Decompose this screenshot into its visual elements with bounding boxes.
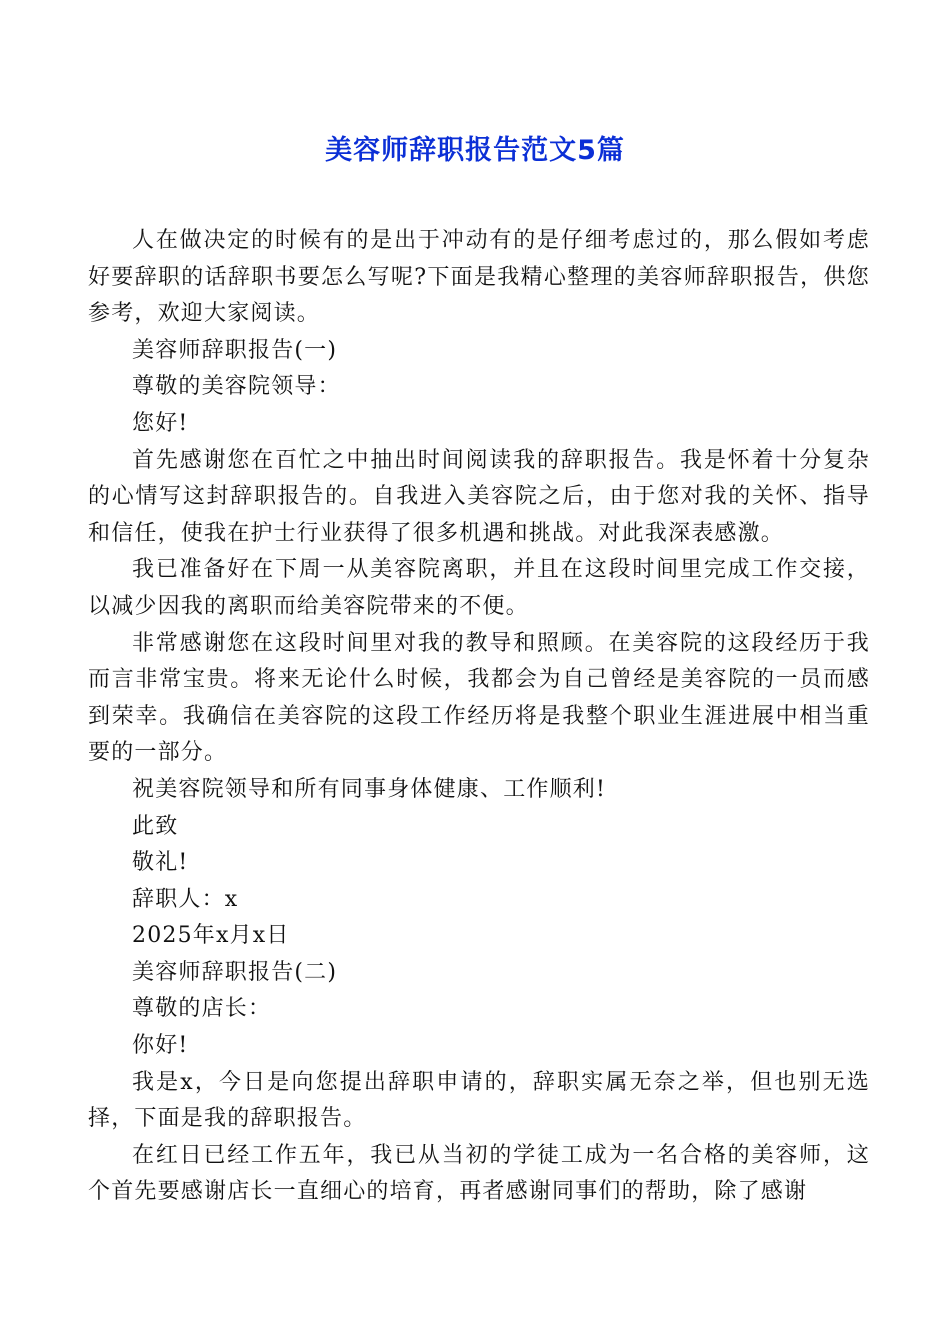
greeting: 你好! — [132, 1033, 189, 1059]
body-paragraph: 非常感谢您在这段时间里对我的教导和照顾。在美容院的这段经历于我而言非常宝贵。将来无论什么时候，我都会为自己曾经是美容院的一员而感到荣幸。我确信在美容院的这段工作经历将是我整个职业生涯进展中相当重要的一部分。 — [88, 630, 870, 766]
document-title: 美容师辞职报告范文5篇 — [325, 135, 625, 166]
greeting: 您好! — [132, 410, 189, 436]
body-paragraph: 我已准备好在下周一从美容院离职，并且在这段时间里完成工作交接，以减少因我的离职而给美容院带来的不便。 — [88, 557, 870, 619]
body-paragraph: 首先感谢您在百忙之中抽出时间阅读我的辞职报告。我是怀着十分复杂的心情写这封辞职报告的。自我进入美容院之后，由于您对我的关怀、指导和信任，使我在护士行业获得了很多机遇和挑战。对此我深表感激。 — [88, 447, 870, 546]
salutation: 尊敬的美容院领导： — [132, 374, 341, 400]
date-line: 2025年x月x日 — [132, 923, 290, 949]
section-heading-2: 美容师辞职报告(二) — [132, 959, 338, 985]
closing-wishes: 祝美容院领导和所有同事身体健康、工作顺利! — [132, 776, 607, 802]
signature-line: 辞职人：x — [132, 886, 239, 912]
intro-paragraph: 人在做决定的时候有的是出于冲动有的是仔细考虑过的，那么假如考虑好要辞职的话辞职书要怎么写呢?下面是我精心整理的美容师辞职报告，供您参考，欢迎大家阅读。 — [88, 228, 870, 327]
body-paragraph: 在红日已经工作五年，我已从当初的学徒工成为一名合格的美容师，这个首先要感谢店长一直细心的培育，再者感谢同事们的帮助，除了感谢 — [88, 1142, 870, 1205]
salutation: 尊敬的店长： — [132, 996, 272, 1022]
section-heading-1: 美容师辞职报告(一) — [132, 337, 338, 363]
closing-salute: 敬礼! — [132, 850, 189, 876]
closing-phrase: 此致 — [132, 813, 179, 839]
document-body — [88, 223, 870, 1211]
body-paragraph: 我是x，今日是向您提出辞职申请的，辞职实属无奈之举，但也别无选择，下面是我的辞职报告。 — [88, 1069, 870, 1132]
